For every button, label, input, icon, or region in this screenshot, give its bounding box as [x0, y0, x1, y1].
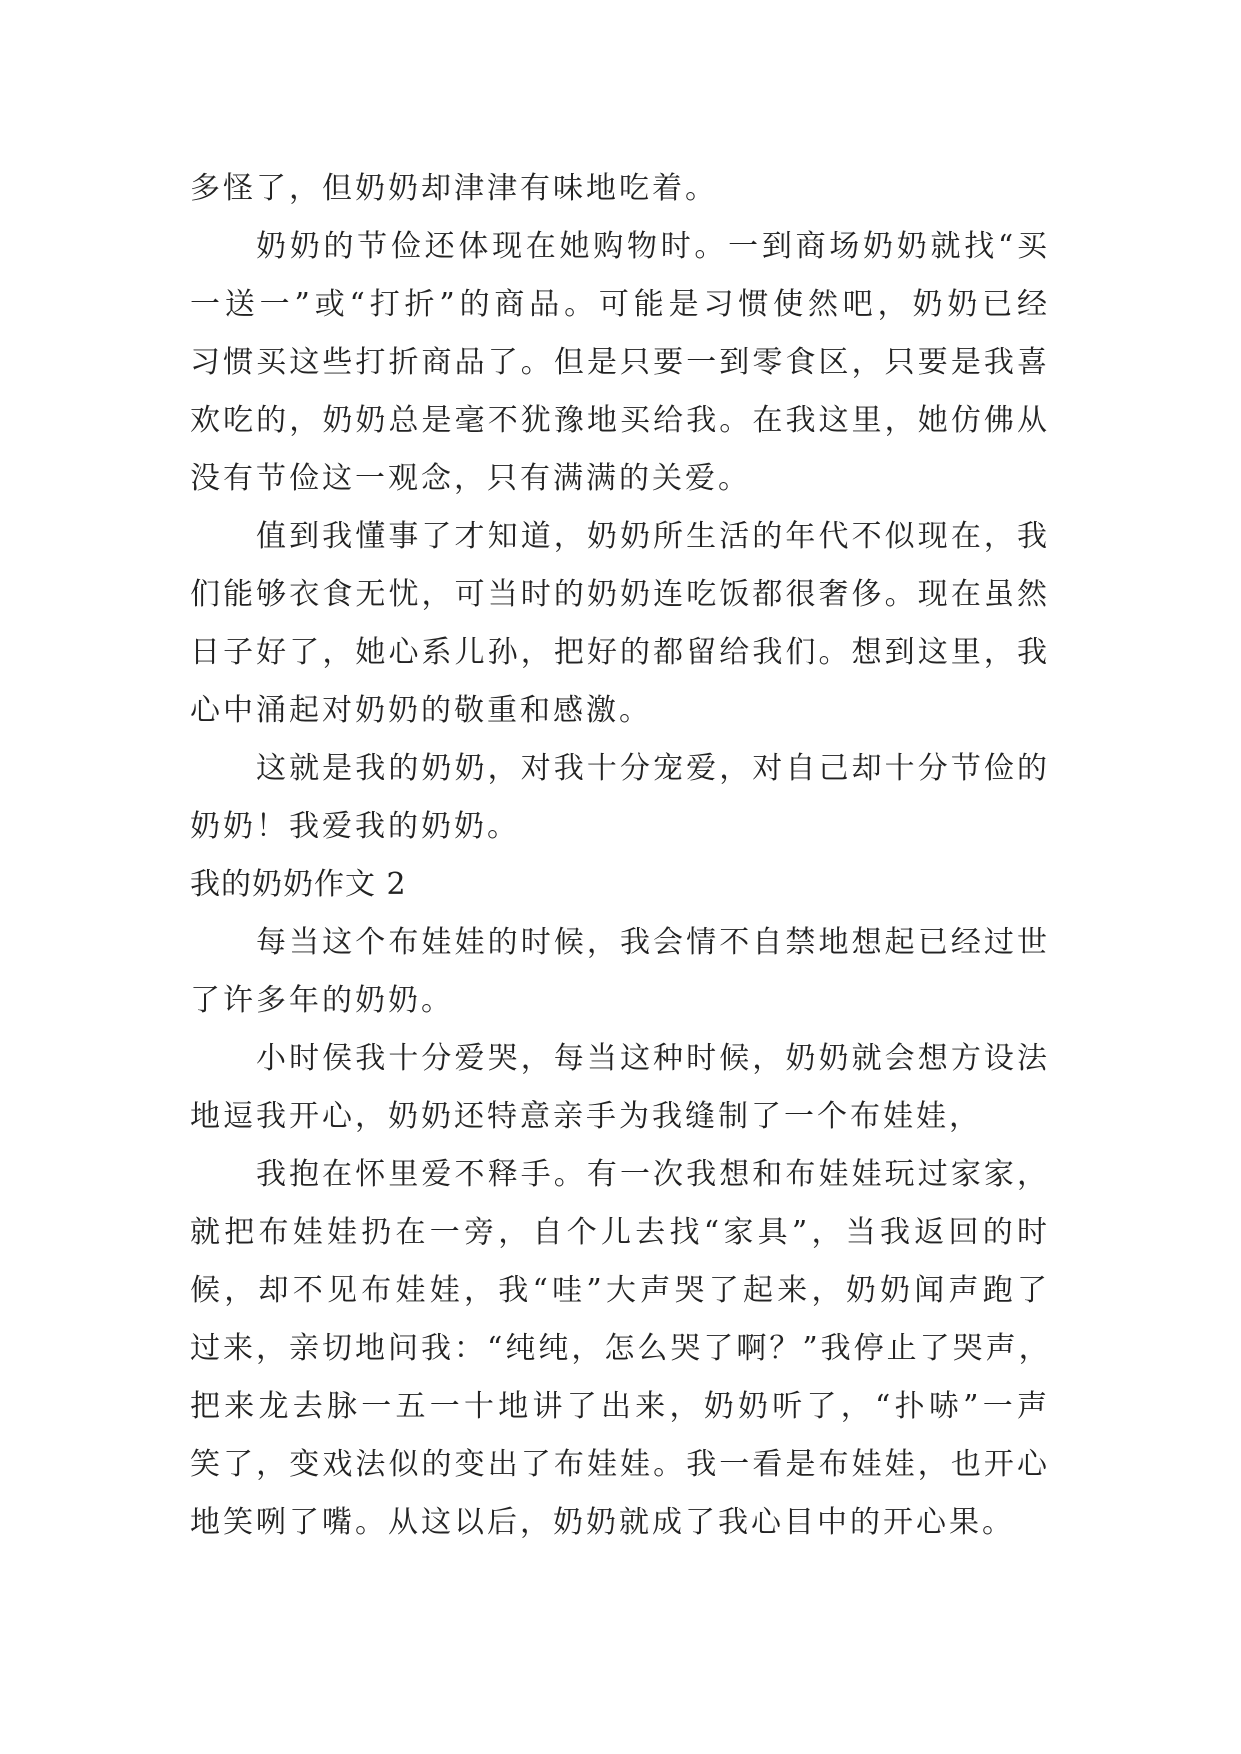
text-line: 习惯买这些打折商品了。但是只要一到零食区，只要是我喜	[190, 345, 1050, 380]
text-line: 把来龙去脉一五一十地讲了出来，奶奶听了，“扑哧”一声	[190, 1389, 1050, 1424]
text-line: 地逗我开心，奶奶还特意亲手为我缝制了一个布娃娃，	[190, 1099, 982, 1134]
text-line: 多怪了，但奶奶却津津有味地吃着。	[190, 171, 718, 206]
text-line: 地笑咧了嘴。从这以后，奶奶就成了我心目中的开心果。	[190, 1505, 1015, 1540]
text-line: 一送一”或“打折”的商品。可能是习惯使然吧，奶奶已经	[190, 287, 1050, 322]
text-line: 奶奶！我爱我的奶奶。	[190, 809, 520, 844]
text-line: 候，却不见布娃娃，我“哇”大声哭了起来，奶奶闻声跑了	[190, 1273, 1050, 1308]
paragraph-start-line: 小时侯我十分爱哭，每当这种时候，奶奶就会想方设法	[256, 1041, 1050, 1076]
text-line: 欢吃的，奶奶总是毫不犹豫地买给我。在我这里，她仿佛从	[190, 403, 1050, 438]
text-line: 们能够衣食无忧，可当时的奶奶连吃饭都很奢侈。现在虽然	[190, 577, 1050, 612]
paragraph-start-line: 这就是我的奶奶，对我十分宠爱，对自己却十分节俭的	[256, 751, 1050, 786]
text-line: 笑了，变戏法似的变出了布娃娃。我一看是布娃娃，也开心	[190, 1447, 1050, 1482]
paragraph-start-line: 我抱在怀里爱不释手。有一次我想和布娃娃玩过家家，	[256, 1157, 1050, 1192]
paragraph-start-line: 每当这个布娃娃的时候，我会情不自禁地想起已经过世	[256, 925, 1050, 960]
text-line: 了许多年的奶奶。	[190, 983, 454, 1018]
section-heading: 我的奶奶作文 2	[190, 867, 407, 902]
text-line: 就把布娃娃扔在一旁，自个儿去找“家具”，当我返回的时	[190, 1215, 1050, 1250]
text-line: 心中涌起对奶奶的敬重和感激。	[190, 693, 652, 728]
text-line: 没有节俭这一观念，只有满满的关爱。	[190, 461, 751, 496]
text-line: 日子好了，她心系儿孙，把好的都留给我们。想到这里，我	[190, 635, 1050, 670]
paragraph-start-line: 值到我懂事了才知道，奶奶所生活的年代不似现在，我	[256, 519, 1050, 554]
text-line: 过来，亲切地问我：“纯纯，怎么哭了啊？”我停止了哭声，	[190, 1331, 1052, 1366]
paragraph-start-line: 奶奶的节俭还体现在她购物时。一到商场奶奶就找“买	[256, 229, 1050, 264]
essay-body	[190, 160, 1050, 1552]
